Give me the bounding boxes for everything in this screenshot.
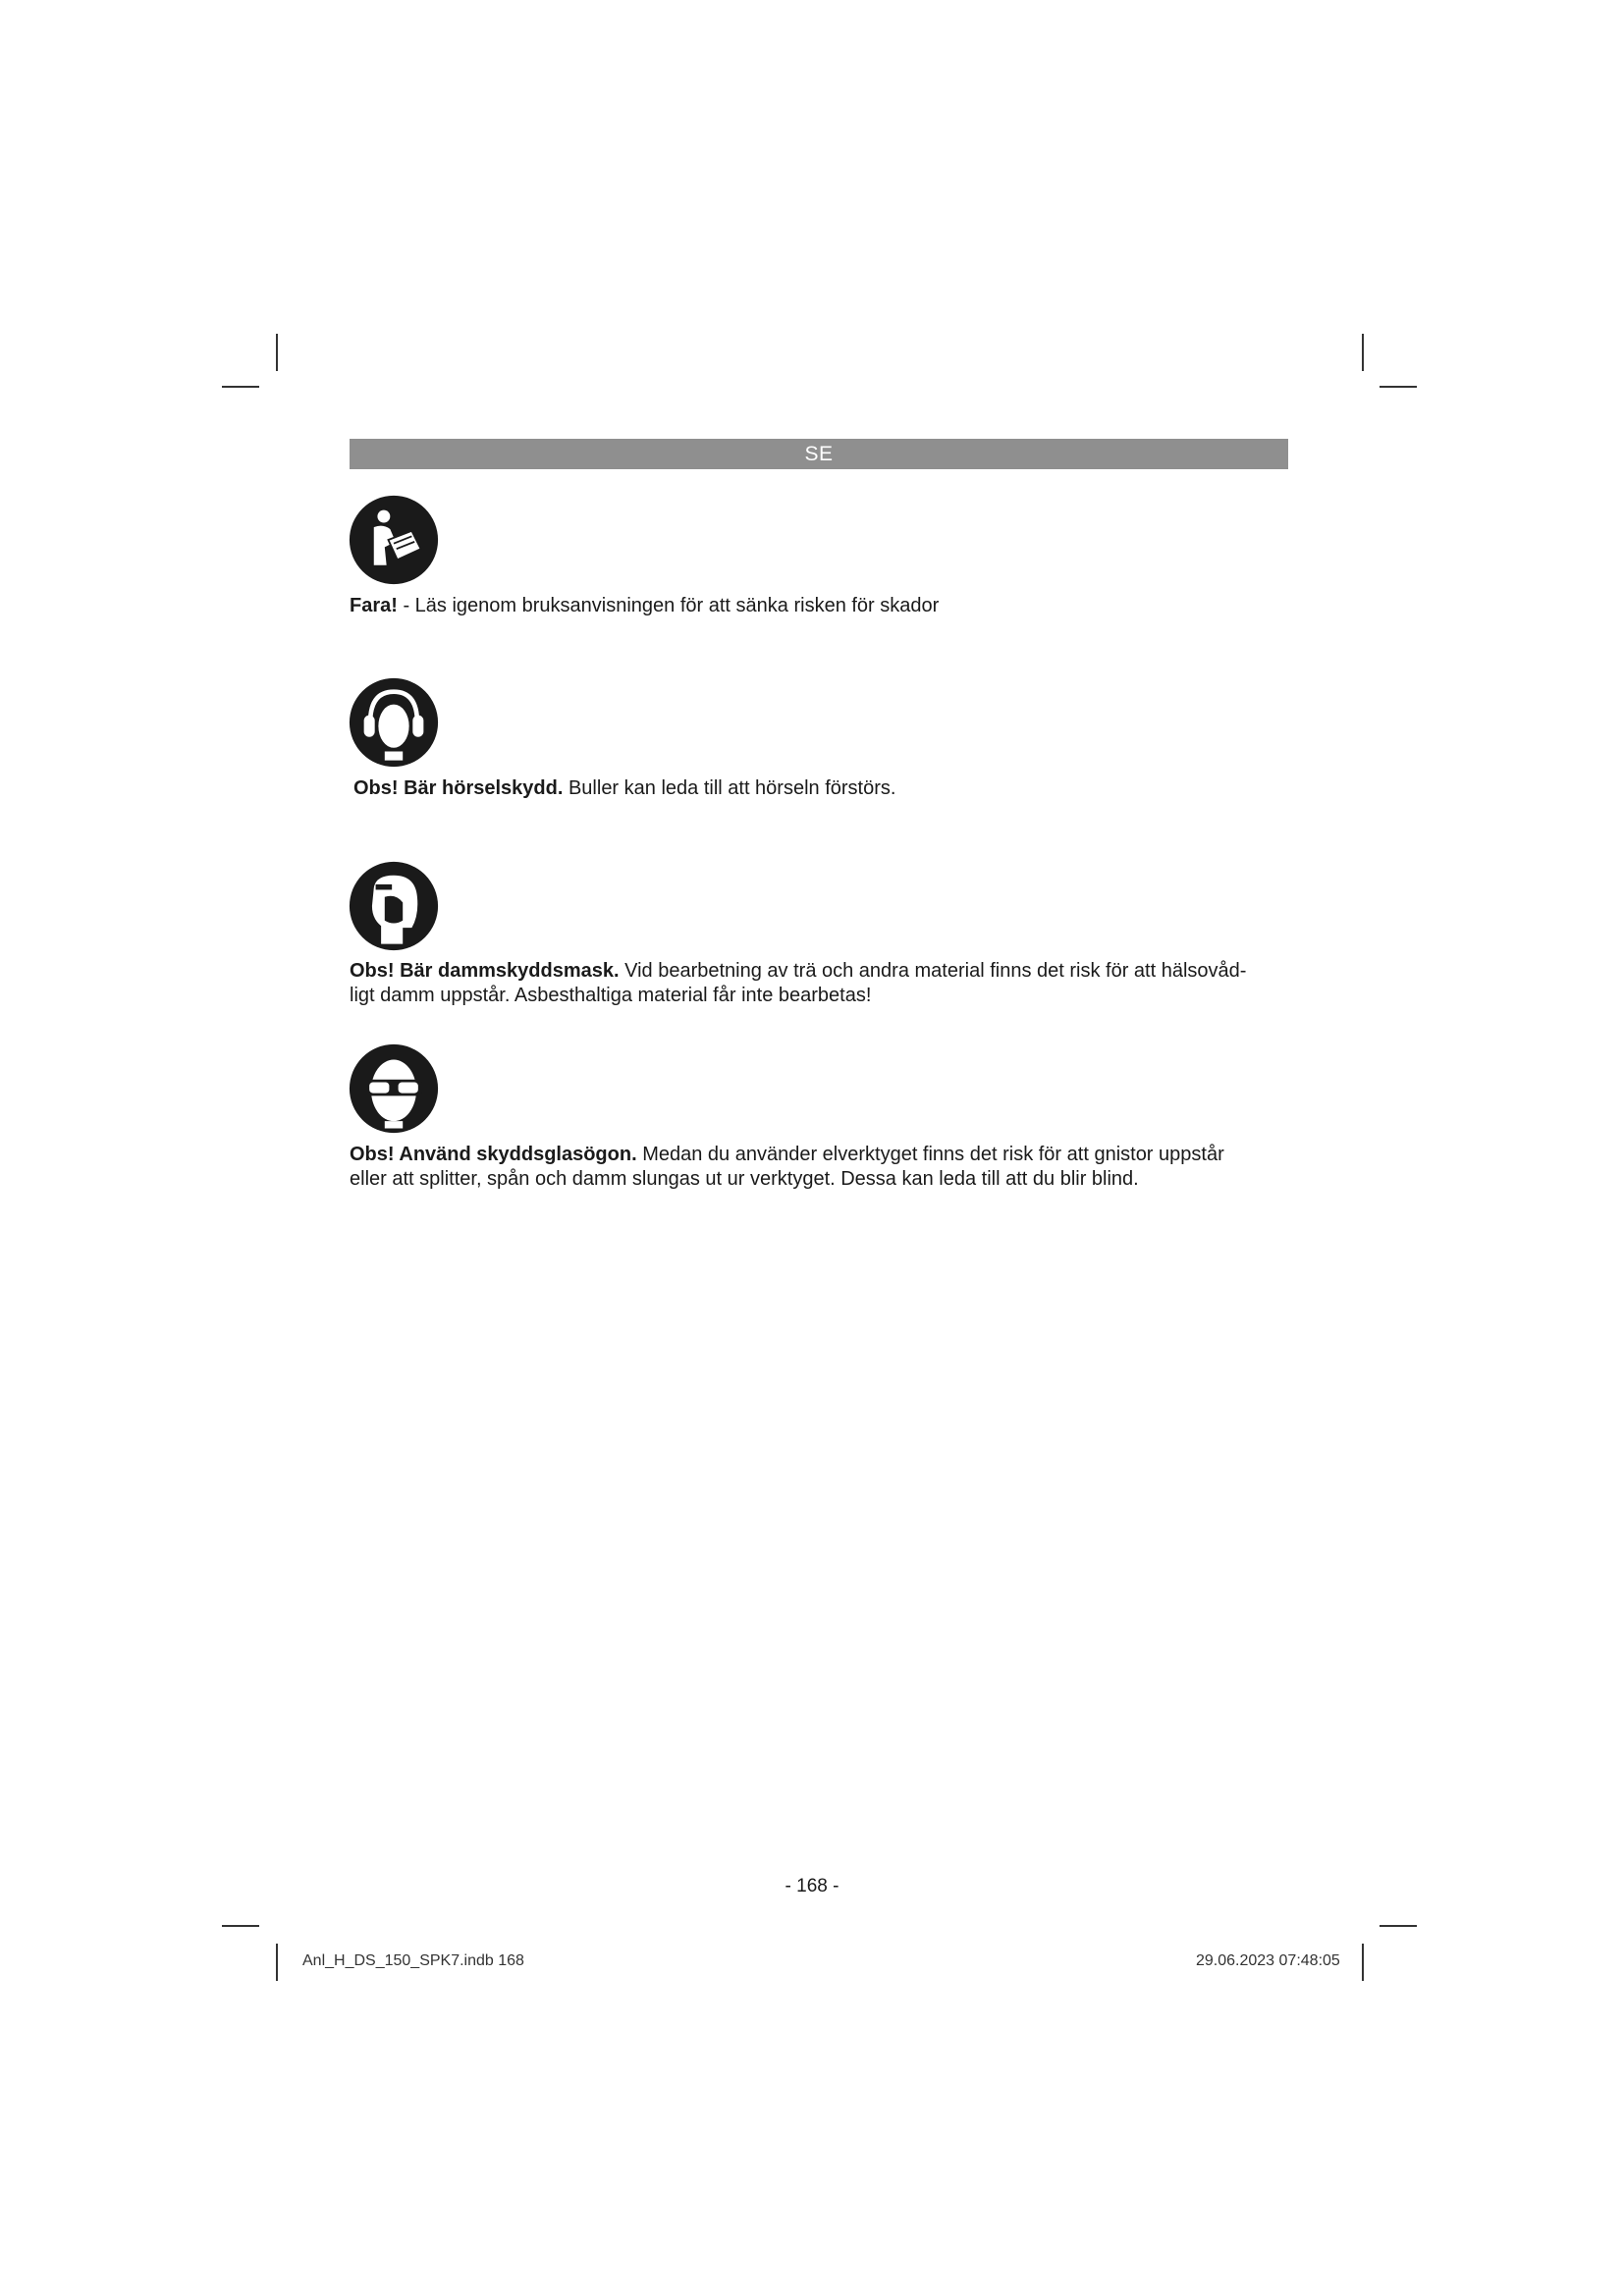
warning-text: Medan du använder elverktyget finns det risk för att gnistor uppstår [636,1144,1224,1165]
crop-mark [1380,1925,1417,1927]
file-slug: Anl_H_DS_150_SPK7.indb 168 [302,1952,524,1969]
warning-dust-mask [350,959,1292,1008]
warning-read-manual [350,594,1292,618]
crop-mark [276,334,278,371]
warning-text: - Läs igenom bruksanvisningen för att sänka risken för skador [397,595,940,616]
dust-mask-icon [349,861,439,951]
crop-mark [276,1944,278,1981]
warning-bold: Obs! Bär hörselskydd. [353,777,564,799]
page-number: - 168 - [785,1876,839,1896]
crop-mark [222,1925,259,1927]
warning-bold: Obs! Bär dammskyddsmask. [350,960,620,982]
warning-text: Buller kan leda till att hörseln förstörs. [563,777,896,799]
warning-text: Vid bearbetning av trä och andra material finns det risk för att hälsovåd- [619,960,1247,982]
read-manual-icon [349,495,439,585]
warning-text-line2: eller att splitter, spån och damm slungas ut ur verktyget. Dessa kan leda till att du blir blind. [350,1168,1139,1190]
crop-mark [222,386,259,388]
crop-mark [1380,386,1417,388]
language-header: SE [350,439,1288,469]
warning-text-line2: ligt damm uppstår. Asbesthaltiga material får inte bearbetas! [350,985,872,1006]
warning-bold: Obs! Använd skyddsglasögon. [350,1144,637,1165]
warning-bold: Fara! [350,595,398,616]
crop-mark [1362,334,1364,371]
warning-ear-protection [353,776,1296,801]
ear-protection-icon [349,677,439,768]
print-timestamp: 29.06.2023 07:48:05 [1196,1952,1340,1969]
safety-goggles-icon [349,1043,439,1134]
warning-safety-goggles [350,1143,1292,1192]
crop-mark [1362,1944,1364,1981]
